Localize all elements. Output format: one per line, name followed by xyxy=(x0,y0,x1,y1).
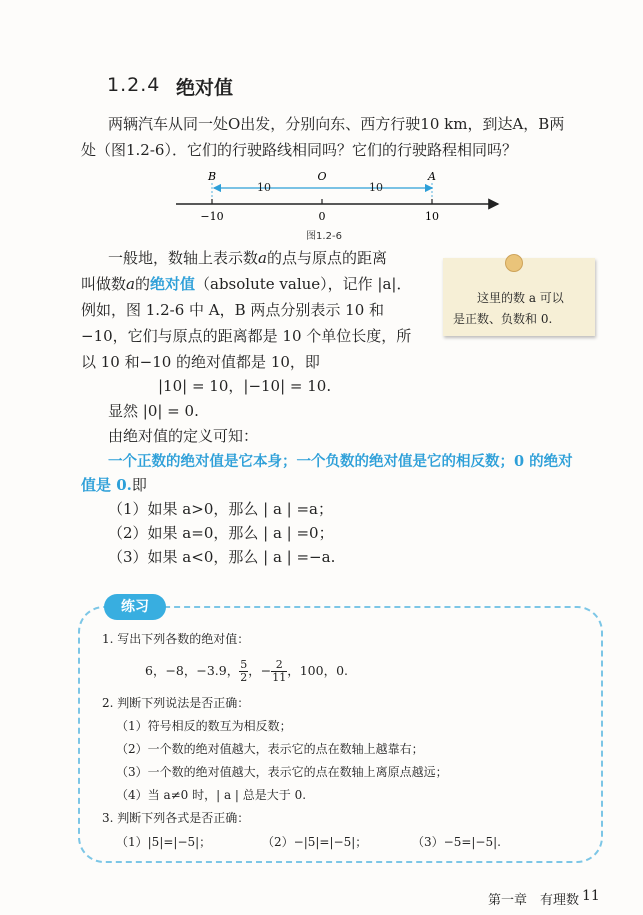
exercise-q2-item: （3）一个数的绝对值越大，表示它的点在数轴上离原点越远； xyxy=(116,765,448,779)
rule-tail: 即 xyxy=(131,476,147,494)
figure-caption: 图1.2-6 xyxy=(306,231,342,242)
p1-l2-a: 叫做数 xyxy=(81,275,127,293)
p1-l2-b: 的 xyxy=(134,275,150,293)
p1-l1-a: 一般地，数轴上表示数 xyxy=(108,249,259,267)
p1-line-5: 以 10 和−10 的绝对值都是 10，即 xyxy=(81,353,320,371)
exercise-q3-item: （2）−|5|=|−5|； xyxy=(262,835,368,849)
frac-den: 2 xyxy=(240,670,248,684)
q1-nums-a: 6，−8，−3.9， xyxy=(145,663,240,678)
side-note xyxy=(443,258,595,336)
exercise-q2-item: （1）符号相反的数互为相反数； xyxy=(116,719,292,733)
distance-label-right: 10 xyxy=(369,181,383,194)
point-letter: A xyxy=(428,170,436,183)
exercise-q3-item: （1）|5|=|−5|； xyxy=(116,835,212,849)
exercise-label: 练习 xyxy=(104,594,166,620)
fraction-2-11 xyxy=(271,659,287,684)
frac-num: 2 xyxy=(271,659,287,672)
distance-label-left: 10 xyxy=(257,181,271,194)
tick-label: 0 xyxy=(318,210,326,223)
page-number: 11 xyxy=(582,888,600,904)
case-3: （3）如果 a<0，那么 | a | =−a. xyxy=(108,548,336,566)
pushpin-icon xyxy=(505,254,523,272)
case-1: （1）如果 a>0，那么 | a | =a； xyxy=(108,500,334,518)
p1-l2-c: （absolute value），记作 |a|． xyxy=(195,275,412,293)
note-line-2: 是正数、负数和 0. xyxy=(453,312,553,326)
p1-line-1 xyxy=(108,247,387,269)
q1-sep: ，− xyxy=(248,663,272,678)
point-letter: B xyxy=(207,170,217,183)
p1-line-3: 例如，图 1.2-6 中 A，B 两点分别表示 10 和 xyxy=(81,301,385,319)
p1-line-2 xyxy=(81,273,411,295)
exercise-q2-item: （2）一个数的绝对值越大，表示它的点在数轴上越靠右； xyxy=(116,742,424,756)
var-a: a xyxy=(258,249,267,267)
note-line-1: 这里的数 a 可以 xyxy=(477,291,564,305)
footer-chapter: 第一章 有理数 xyxy=(488,893,580,908)
tick-label: −10 xyxy=(200,210,224,223)
exercise-q1: 1. 写出下列各数的绝对值： xyxy=(102,632,250,646)
p1-l1-b: 的点与原点的距离 xyxy=(266,249,387,267)
case-2: （2）如果 a=0，那么 | a | =0； xyxy=(108,524,334,542)
exercise-q2-item: （4）当 a≠0 时，| a | 总是大于 0. xyxy=(116,788,307,802)
rule-line-1: 一个正数的绝对值是它本身；一个负数的绝对值是它的相反数；0 的绝对 xyxy=(108,453,573,470)
intro-line-2: 处（图1.2-6）．它们的行驶路线相同吗？它们的行驶路程相同吗？ xyxy=(81,141,517,159)
term-absolute-value: 绝对值 xyxy=(149,275,195,293)
frac-num: 5 xyxy=(240,657,248,671)
definition-lead: 由绝对值的定义可知： xyxy=(108,427,259,445)
exercise-q1-numbers xyxy=(145,654,348,688)
intro-line-1: 两辆汽车从同一处O出发，分别向东、西方行驶10 km，到达A，B两 xyxy=(108,115,565,133)
q1-nums-b: ，100，0. xyxy=(287,663,349,678)
rule-line-2-text: 值是 0. xyxy=(81,476,132,494)
equation-abs-10: |10| = 10，|−10| = 10. xyxy=(158,377,332,395)
var-a: a xyxy=(126,275,135,293)
fraction-5-2 xyxy=(239,659,248,684)
number-line-figure xyxy=(170,168,510,246)
exercise-q3: 3. 判断下列各式是否正确： xyxy=(102,811,250,825)
p1-line-4: −10，它们与原点的距离都是 10 个单位长度，所 xyxy=(81,327,412,345)
section-title: 绝对值 xyxy=(176,77,234,99)
frac-den: 11 xyxy=(272,670,287,684)
tick-label: 10 xyxy=(425,210,439,223)
point-letter: O xyxy=(317,170,327,183)
exercise-q2: 2. 判断下列说法是否正确： xyxy=(102,696,250,710)
equation-abs-0: 显然 |0| = 0. xyxy=(108,402,199,420)
section-number: 1.2.4 xyxy=(107,74,161,96)
rule-line-2 xyxy=(81,474,147,496)
exercise-q3-item: （3）−5=|−5|. xyxy=(412,835,501,849)
